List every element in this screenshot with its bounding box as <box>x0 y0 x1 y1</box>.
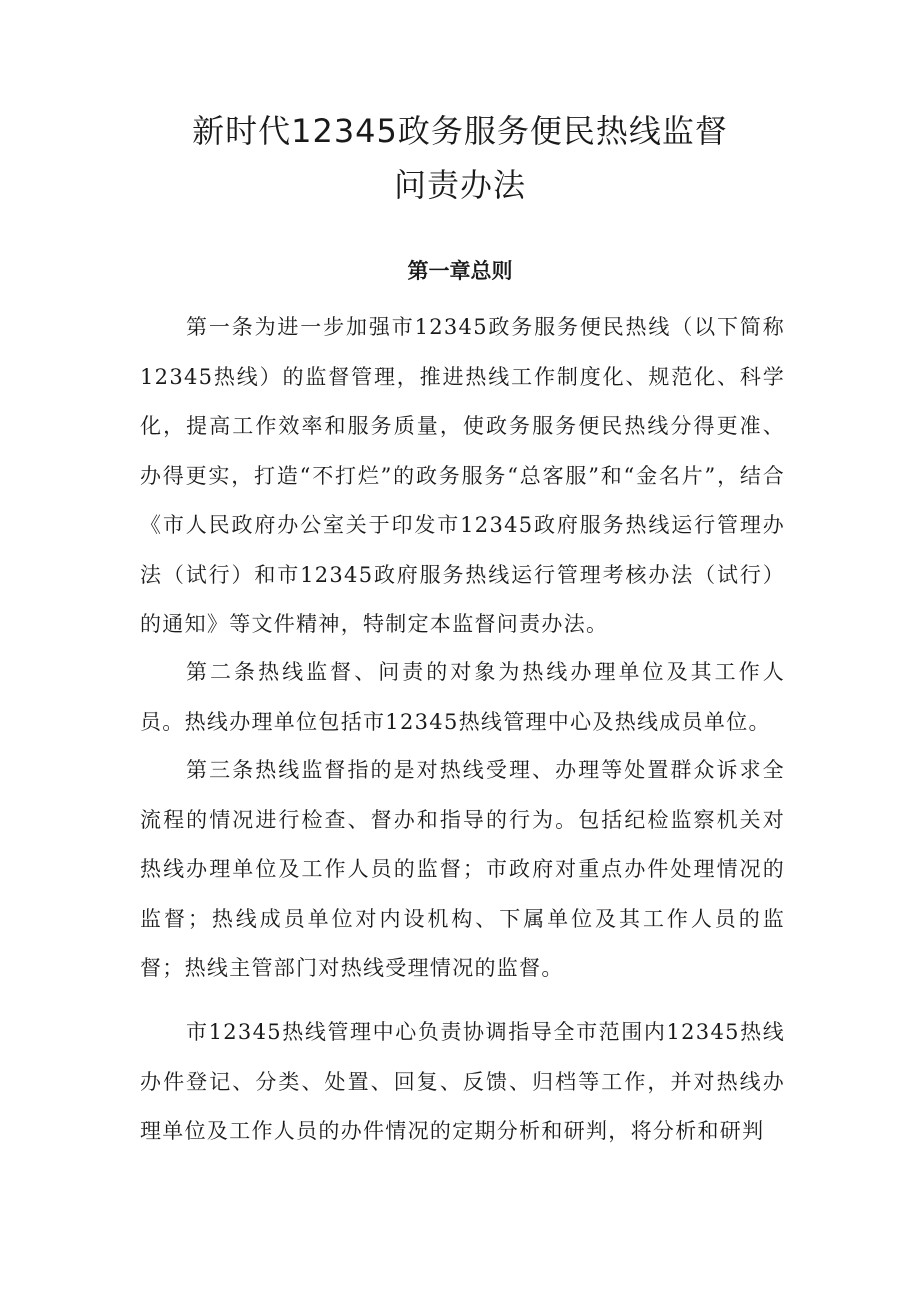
document-title-line-2: 问责办法 <box>393 166 526 204</box>
chapter-heading: 第一章总则 <box>407 259 513 283</box>
article-1-paragraph: 第一条为进一步加强市12345政务服务便民热线（以下简称12345热线）的监督管理，推进热线工作制度化、规范化、科学化，提高工作效率和服务质量，使政务服务便民热线分得更准、办得更实，打造“不打烂”的政务服务“总客服”和“金名片”，结合《市人民政府办公室关于印发市12345政府服务热线运行管理办法（试行）和市12345政府服务热线运行管理考核办法（试行）的通知》等文件精神，特制定本监督问责办法。 <box>140 315 785 636</box>
document-title-line-1: 新时代12345政务服务便民热线监督 <box>192 112 728 150</box>
article-2-paragraph: 第二条热线监督、问责的对象为热线办理单位及其工作人员。热线办理单位包括市12345热线管理中心及热线成员单位。 <box>140 660 785 734</box>
article-3-paragraph: 第三条热线监督指的是对热线受理、办理等处置群众诉求全流程的情况进行检查、督办和指导的行为。包括纪检监察机关对热线办理单位及工作人员的监督；市政府对重点办件处理情况的监督；热线成员单位对内设机构、下属单位及其工作人员的监督；热线主管部门对热线受理情况的监督。 <box>140 758 785 980</box>
management-center-paragraph: 市12345热线管理中心负责协调指导全市范围内12345热线办件登记、分类、处置、回复、反馈、归档等工作，并对热线办理单位及工作人员的办件情况的定期分析和研判，将分析和研判 <box>140 1020 785 1143</box>
